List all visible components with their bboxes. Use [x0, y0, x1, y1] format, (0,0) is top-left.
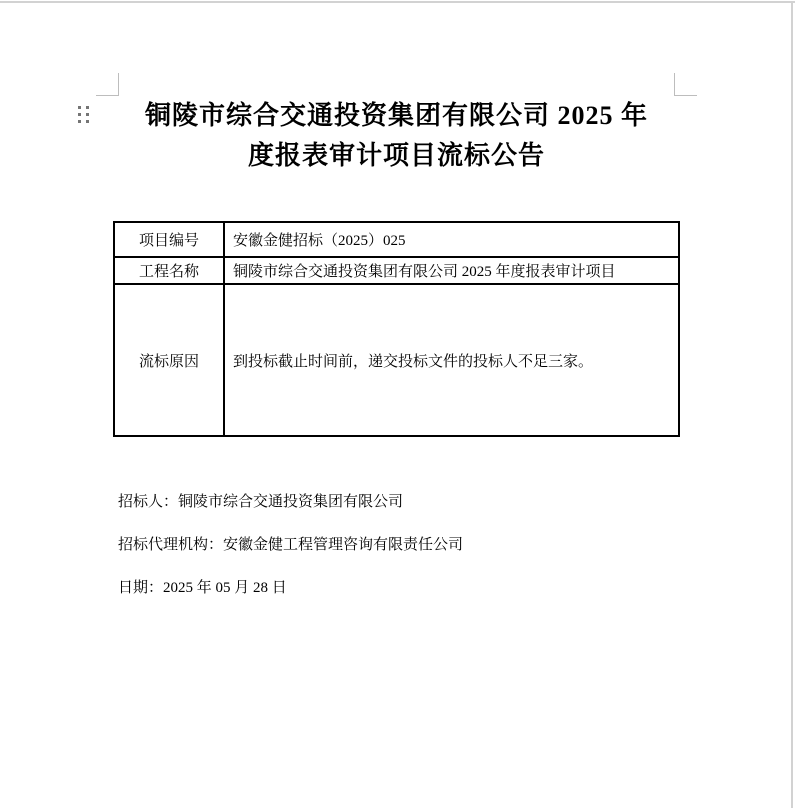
agency-line: 招标代理机构：安徽金健工程管理咨询有限责任公司	[118, 537, 464, 553]
tenderer-line: 招标人：铜陵市综合交通投资集团有限公司	[118, 494, 404, 510]
page-title-line-1: 铜陵市综合交通投资集团有限公司 2025 年	[144, 101, 648, 130]
row-value-cell: 安徽金健招标（2025）025	[224, 222, 679, 257]
viewport-right-edge	[791, 2, 793, 808]
viewport-top-edge	[0, 1, 795, 3]
page-title-line-2: 度报表审计项目流标公告	[247, 141, 545, 170]
project-info-table	[113, 221, 680, 437]
row-label-cell: 项目编号	[114, 222, 224, 257]
paragraph-drag-handle-icon[interactable]	[78, 106, 92, 127]
row-value-cell: 铜陵市综合交通投资集团有限公司 2025 年度报表审计项目	[224, 257, 679, 284]
table-row-failure-reason	[114, 284, 679, 436]
table-row-project-name	[114, 257, 679, 284]
margin-mark-top-right-icon	[674, 73, 697, 96]
drag-handle-dot	[86, 120, 89, 123]
row-label-cell: 工程名称	[114, 257, 224, 284]
drag-handle-dot	[86, 113, 89, 116]
drag-handle-dot	[78, 106, 81, 109]
footer-block	[118, 494, 678, 623]
drag-handle-dot	[86, 106, 89, 109]
drag-handle-dot	[78, 120, 81, 123]
date-line: 日期：2025 年 05 月 28 日	[118, 580, 287, 596]
drag-handle-dot	[78, 113, 81, 116]
table-row-project-code	[114, 222, 679, 257]
page-title	[118, 96, 675, 176]
row-value-cell: 到投标截止时间前，递交投标文件的投标人不足三家。	[224, 284, 679, 436]
margin-mark-top-left-icon	[96, 73, 119, 96]
row-label-cell: 流标原因	[114, 284, 224, 436]
